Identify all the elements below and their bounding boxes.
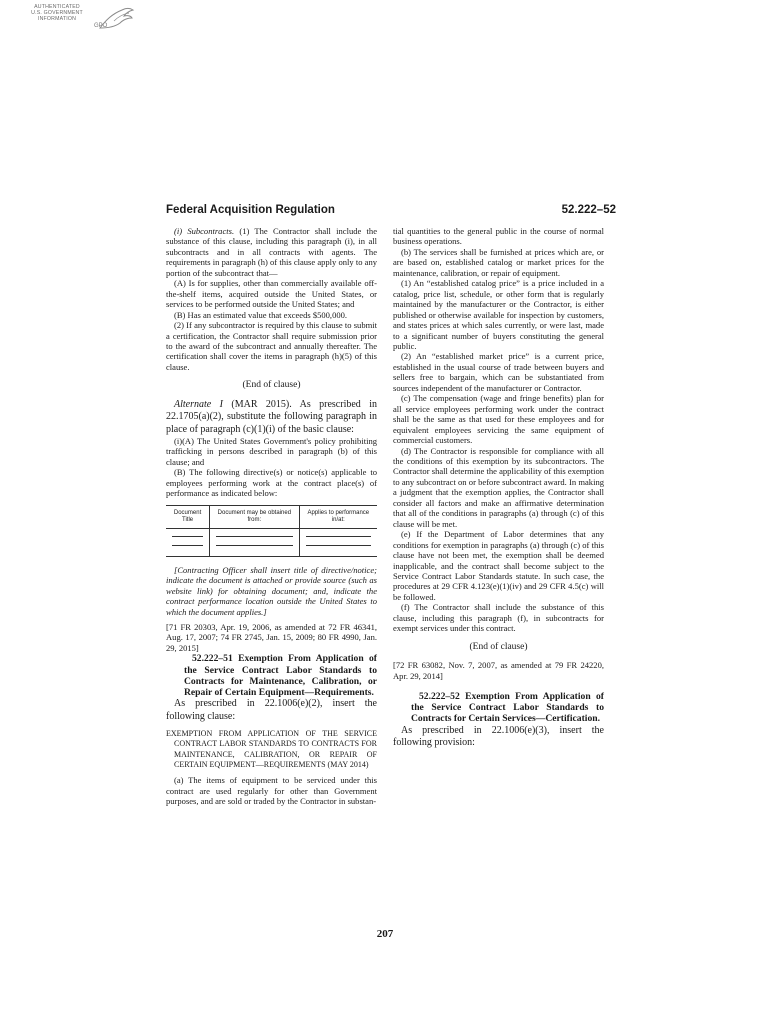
alternate-paragraph <box>166 399 377 436</box>
paragraph: (2) If any subcontractor is required by this clause to submit a certification, the Contractor shall require submission prior to the award of the subcontract and annually thereafter. The certification shall cover the items in paragraph (h)(5) of this clause. <box>166 320 377 372</box>
clause-title: EXEMPTION FROM APPLICATION OF THE SERVICE CONTRACT LABOR STANDARDS TO CONTRACTS FOR MAINTENANCE, CALIBRATION, OR REPAIR OF CERTAIN EQUIPMENT—REQUIREMENTS (MAY 2014) <box>166 728 377 769</box>
table-row <box>166 538 377 547</box>
paragraph: (i)(A) The United States Government's policy prohibiting trafficking in persons described in paragraph (b) of this clause; and <box>166 436 377 467</box>
alternate-label: Alternate I <box>174 398 223 410</box>
table-header: Document may be obtained from: <box>210 505 299 528</box>
page-number: 207 <box>376 928 394 940</box>
section-heading: 52.222–51 Exemption From Application of the Service Contract Labor Standards to Contracts for Maintenance, Calibration, or Repair of Certain Equipment—Requirements. <box>184 653 377 698</box>
table-row <box>166 528 377 538</box>
paragraph: (B) Has an estimated value that exceeds $500,000. <box>174 309 348 320</box>
paragraph: (d) The Contractor is responsible for compliance with all the conditions of this exemption by its subcontractors. The Contractor shall determine the applicability of this exemption to any subcontract on or before subcontract award. In making a judgment that the exemption applies, the Contractor shall consider all factors and make an affirmative determination that all of the conditions in paragraphs (a) through (c) of this clause will be met. <box>393 445 604 529</box>
table-header: Applies to performance in/at: <box>299 505 377 528</box>
citation: [71 FR 20303, Apr. 19, 2006, as amended at 72 FR 46341, Aug. 17, 2007; 74 FR 2745, Jan. 15, 2009; 80 FR 4990, Jan. 29, 2015] <box>166 622 377 653</box>
paragraph-label: (i) Subcontracts. <box>174 226 235 236</box>
section-heading: 52.222–52 Exemption From Application of the Service Contract Labor Standards to Contracts for Certain Services—Certification. <box>411 691 604 725</box>
prescribed-text: As prescribed in 22.1006(e)(2), insert the following clause: <box>166 698 377 722</box>
seal-line-1: AUTHENTICATED <box>34 4 80 10</box>
seal-line-3: INFORMATION <box>37 16 77 23</box>
directive-table <box>166 505 377 557</box>
table-header: Document Title <box>166 505 210 528</box>
end-of-clause: (End of clause) <box>469 641 528 652</box>
paragraph: (B) The following directive(s) or notice(s) applicable to employees performing work at the contract place(s) of performance as indicated below: <box>166 467 377 499</box>
paragraph: (2) An “established market price” is a current price, established in the usual course of trade between buyers and sellers free to bargain, which can be substantiated from sources independent of the manufacturer or Contractor. <box>393 351 604 393</box>
paragraph: (f) The Contractor shall include the substance of this clause, including this paragraph (f), in subcontracts for exempt services under this contract. <box>393 602 604 634</box>
alternate-text: (MAR 2015). As prescribed in 22.1705(a)(2), substitute the following paragraph in place of paragraph (c)(1)(i) of the basic clause: <box>166 398 377 435</box>
seal-line-2: U.S. GOVERNMENT <box>31 10 83 17</box>
paragraph: (A) Is for supplies, other than commercially available off-the-shelf items, acquired outside the United States, or services to be performed outside the United States; and <box>166 278 377 310</box>
paragraph: tial quantities to the general public in the course of normal business operations. <box>393 226 604 247</box>
paragraph-text: (1) The Contractor shall include the substance of this clause, including this paragraph (i), in all subcontracts and in all contracts with agents. The requirements in paragraph (h) of this clause apply only to any portion of the subcontract that— <box>166 226 377 278</box>
instruction-note-text: [Contracting Officer shall insert title of directive/notice; indicate the document is attached or provide source (such as website link) for obtaining document; and, indicate the contract performance location outside the United States to which the document applies.] <box>166 564 377 617</box>
eagle-icon <box>96 4 136 32</box>
running-header <box>166 204 616 220</box>
seal-mark: GPO <box>94 23 108 29</box>
left-column <box>166 226 377 807</box>
paragraph: (e) If the Department of Labor determines that any conditions for exemption in paragraphs (a) through (c) of this clause have not been met, the exemption shall be deemed inapplicable, and the contract shall become subject to the Service Contract Labor Standards statute. In such case, the procedures at 29 CFR 4.123(e)(1)(iv) and 29 CFR 4.5(c) will be followed. <box>393 529 604 602</box>
prescribed-text: As prescribed in 22.1006(e)(3), insert the following provision: <box>393 724 604 749</box>
citation: [72 FR 63082, Nov. 7, 2007, as amended at 79 FR 24220, Apr. 29, 2014] <box>393 660 604 681</box>
document-title: Federal Acquisition Regulation <box>166 204 335 216</box>
paragraph: (1) An “established catalog price” is a price included in a catalog, price list, schedule, or other form that is regularly maintained by the manufacturer or the Contractor, is either published or otherwise available for inspection by customers, and states prices at which sales currently, or were last, made to a significant number of buyers constituting the general public. <box>393 278 604 351</box>
table-row <box>166 547 377 557</box>
right-column <box>393 226 604 749</box>
gpo-authentication-seal <box>24 4 142 44</box>
instruction-note <box>166 565 377 617</box>
paragraph: (b) The services shall be furnished at prices which are, or are based on, established catalog or market prices for the maintenance, calibration, or repair of equipment. <box>393 246 604 278</box>
section-number: 52.222–52 <box>561 204 616 216</box>
paragraph: (c) The compensation (wage and fringe benefits) plan for all service employees performing work under the contract shall be the same as that used for these employees and for equivalent employees servicing the same equipment of commercial customers. <box>393 393 604 446</box>
end-of-clause: (End of clause) <box>242 380 301 391</box>
paragraph <box>166 226 377 278</box>
paragraph: (a) The items of equipment to be serviced under this contract are used regularly for other than Government purposes, and are sold or traded by the Contractor in substan- <box>166 775 377 807</box>
